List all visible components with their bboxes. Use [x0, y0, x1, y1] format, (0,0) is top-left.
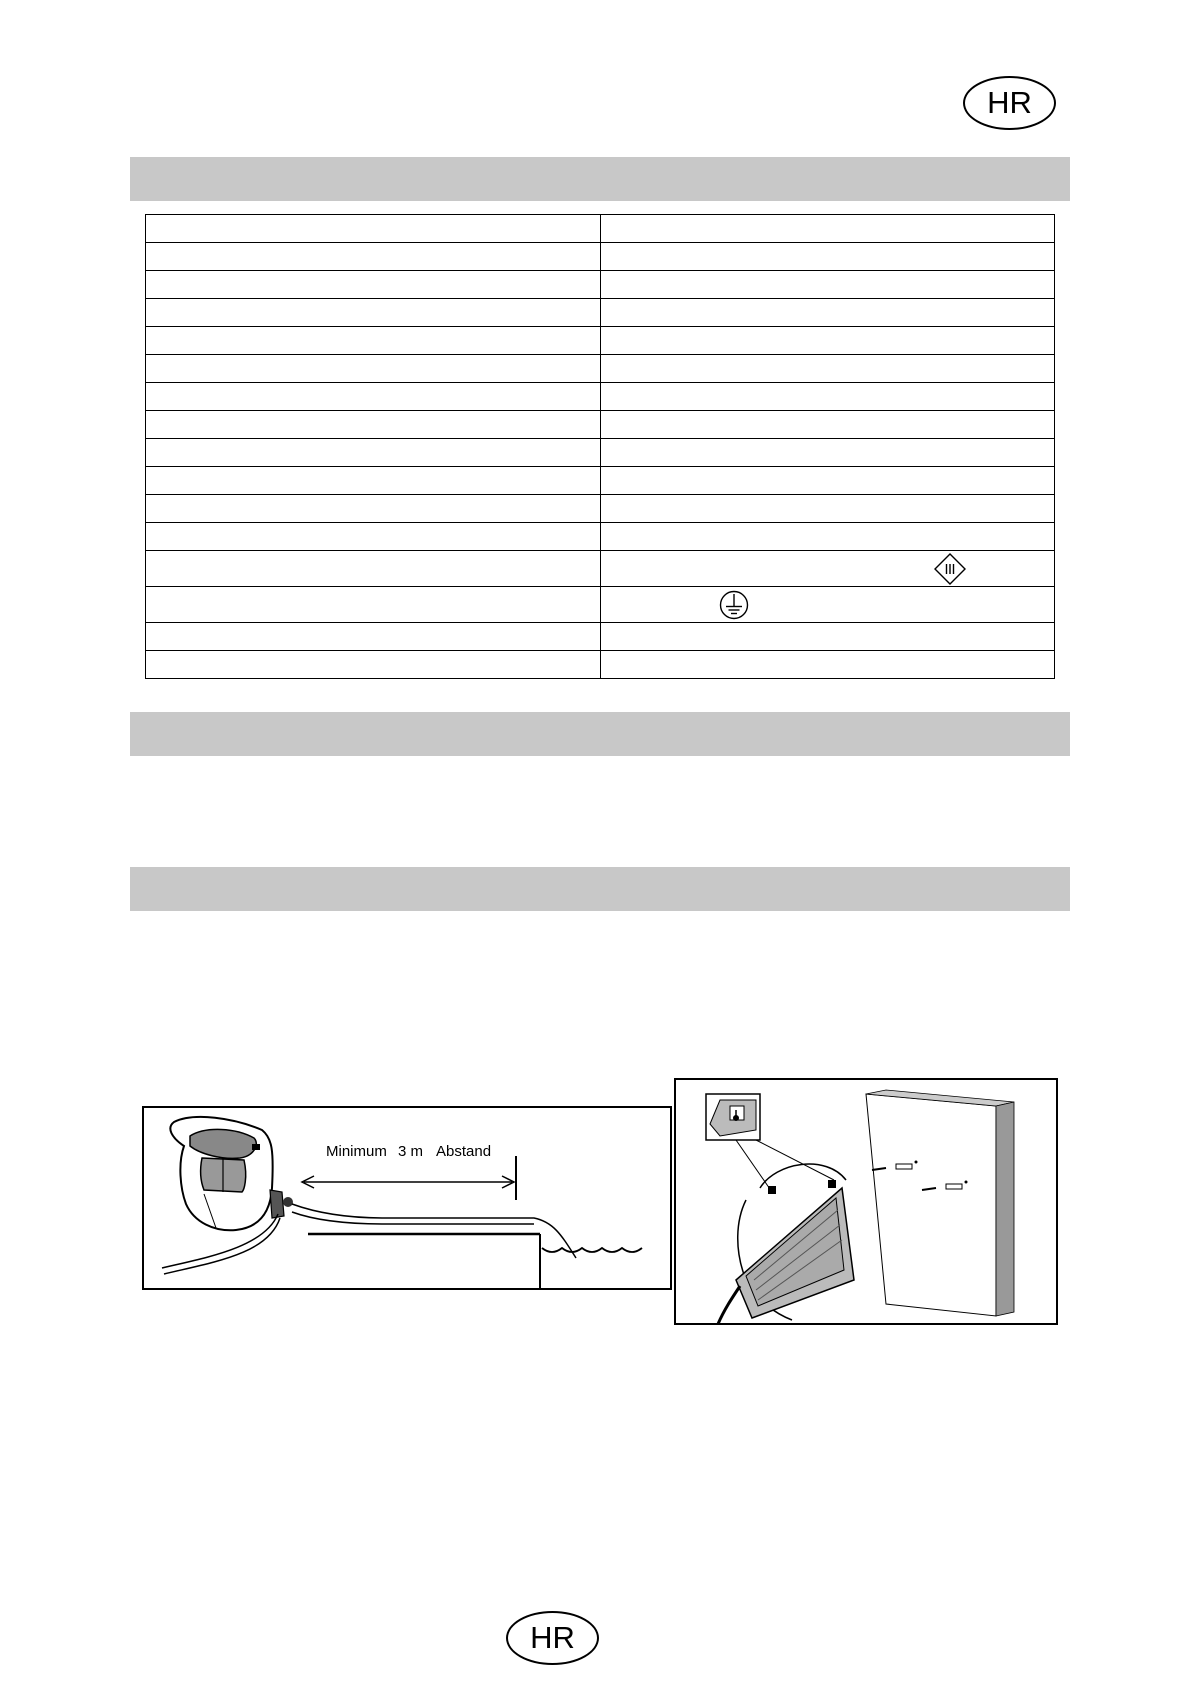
table-row	[146, 383, 1055, 411]
section-header-bar	[130, 867, 1070, 911]
section-header-bar	[130, 712, 1070, 756]
table-row	[146, 523, 1055, 551]
table-row	[146, 411, 1055, 439]
heater-distance-illustration	[144, 1108, 674, 1292]
table-row	[146, 623, 1055, 651]
distance-figure	[142, 1106, 672, 1290]
table-row	[146, 495, 1055, 523]
distance-label-suffix: Abstand	[436, 1143, 492, 1160]
table-row	[146, 271, 1055, 299]
footer-language-badge: HR	[506, 1611, 599, 1665]
language-badge: HR	[963, 76, 1056, 130]
table-row	[146, 651, 1055, 679]
wall-mount-figure	[674, 1078, 1058, 1325]
spec-table	[145, 214, 1055, 679]
table-row	[146, 439, 1055, 467]
table-row	[146, 355, 1055, 383]
protection-class-III-icon	[934, 553, 966, 585]
table-row	[146, 243, 1055, 271]
section-header-bar	[130, 157, 1070, 201]
table-row	[146, 587, 1055, 623]
distance-label-value: 3 m	[398, 1143, 424, 1160]
table-row	[146, 215, 1055, 243]
table-row	[146, 467, 1055, 495]
earth-ground-icon	[719, 590, 749, 620]
distance-label-prefix: Minimum	[326, 1143, 387, 1160]
table-row	[146, 327, 1055, 355]
table-row	[146, 551, 1055, 587]
wall-mount-illustration	[676, 1080, 1060, 1327]
table-row	[146, 299, 1055, 327]
